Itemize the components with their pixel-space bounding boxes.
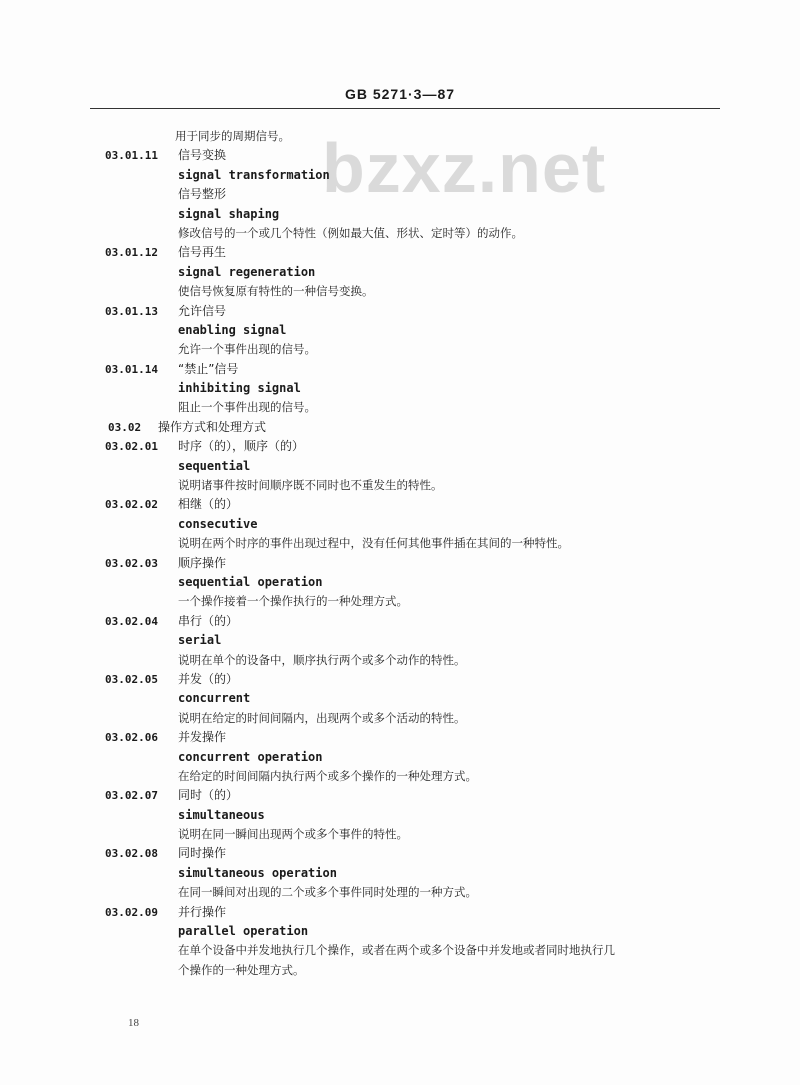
- entry-line: [0, 166, 800, 185]
- entry-line: [0, 554, 800, 573]
- entry-line: [0, 961, 800, 980]
- term-entry: [0, 728, 800, 786]
- intro-line: [0, 127, 800, 146]
- definition-text: 说明在同一瞬间出现两个或多个事件的特性。: [178, 827, 408, 842]
- entry-line: [0, 592, 800, 611]
- entry-line: [0, 418, 800, 437]
- section-heading: [0, 418, 800, 437]
- term-number: 03.01.11: [105, 149, 158, 163]
- entry-line: [0, 321, 800, 340]
- definition-text: 在单个设备中并发地执行几个操作，或者在两个或多个设备中并发地或者同时地执行几: [178, 943, 615, 958]
- standard-code-header: GB 5271·3—87: [344, 86, 456, 102]
- header-rule: [90, 108, 720, 109]
- term-english: simultaneous: [178, 807, 265, 822]
- term-english: inhibiting signal: [178, 381, 301, 396]
- entry-line: [0, 689, 800, 708]
- entry-line: [0, 786, 800, 805]
- term-entry: [0, 146, 800, 243]
- term-english: signal regeneration: [178, 264, 316, 279]
- term-entry: [0, 495, 800, 553]
- term-english: parallel operation: [178, 924, 309, 939]
- entry-line: [0, 263, 800, 282]
- entry-line: [0, 864, 800, 883]
- definition-text: 修改信号的一个或几个特性（例如最大值、形状、定时等）的动作。: [178, 225, 523, 240]
- term-number: 03.02: [108, 420, 142, 434]
- entry-line: [0, 534, 800, 553]
- term-number: 03.02.05: [105, 672, 158, 686]
- term-chinese: “禁止”信号: [178, 361, 239, 376]
- term-number: 03.02.02: [105, 498, 158, 512]
- entry-line: [0, 282, 800, 301]
- term-entry: [0, 243, 800, 301]
- definition-text: 在给定的时间间隔内执行两个或多个操作的一种处理方式。: [178, 768, 477, 783]
- entry-line: [0, 748, 800, 767]
- term-number: 03.01.12: [105, 246, 158, 260]
- term-entry: [0, 903, 800, 981]
- term-chinese: 并发（的）: [178, 671, 239, 686]
- page-number: 18: [128, 1017, 139, 1029]
- definition-text: 在同一瞬间对出现的二个或多个事件同时处理的一种方式。: [178, 885, 477, 900]
- entry-line: [0, 437, 800, 456]
- entry-line: [0, 205, 800, 224]
- definition-text: 使信号恢复原有特性的一种信号变换。: [178, 284, 374, 299]
- term-chinese: 信号变换: [178, 148, 227, 163]
- entry-line: [0, 728, 800, 747]
- term-entry: [0, 670, 800, 728]
- entry-line: [0, 883, 800, 902]
- term-chinese: 并发操作: [178, 730, 227, 745]
- entry-line: [0, 709, 800, 728]
- term-english: consecutive: [178, 516, 258, 531]
- definition-text: 个操作的一种处理方式。: [178, 962, 305, 977]
- entry-line: [0, 651, 800, 670]
- definition-text: 说明在两个时序的事件出现过程中，没有任何其他事件插在其间的一种特性。: [178, 536, 569, 551]
- definition-text: 允许一个事件出现的信号。: [178, 342, 316, 357]
- term-english: signal shaping: [178, 206, 280, 221]
- term-english: signal transformation: [178, 167, 330, 182]
- term-number: 03.01.14: [105, 362, 158, 376]
- term-english: concurrent: [178, 691, 251, 706]
- entry-line: [0, 767, 800, 786]
- term-entry: [0, 302, 800, 360]
- entry-line: [0, 398, 800, 417]
- term-chinese: 信号整形: [178, 187, 227, 202]
- term-number: 03.02.04: [105, 614, 158, 628]
- definition-text: 说明诸事件按时间顺序既不同时也不重发生的特性。: [178, 478, 443, 493]
- term-english: serial: [178, 633, 222, 648]
- entry-line: [0, 825, 800, 844]
- entry-line: [0, 670, 800, 689]
- entry-line: [0, 457, 800, 476]
- term-english: concurrent operation: [178, 749, 323, 764]
- entry-line: [0, 360, 800, 379]
- term-number: 03.02.03: [105, 556, 158, 570]
- term-entry: [0, 786, 800, 844]
- entry-line: [0, 302, 800, 321]
- definition-text: 说明在单个的设备中，顺序执行两个或多个动作的特性。: [178, 652, 466, 667]
- term-chinese: 串行（的）: [178, 613, 239, 628]
- definition-text: 用于同步的周期信号。: [175, 129, 290, 143]
- term-english: enabling signal: [178, 322, 287, 337]
- entry-line: [0, 844, 800, 863]
- entry-line: [0, 476, 800, 495]
- term-chinese: 时序（的），顺序（的）: [178, 439, 305, 454]
- entry-line: [0, 941, 800, 960]
- term-entry: [0, 844, 800, 902]
- term-number: 03.02.01: [105, 440, 158, 454]
- term-entry: [0, 360, 800, 418]
- entry-line: [0, 612, 800, 631]
- entry-line: [0, 573, 800, 592]
- term-chinese: 相继（的）: [178, 497, 239, 512]
- entry-line: [0, 903, 800, 922]
- term-english: sequential: [178, 458, 251, 473]
- term-entry: [0, 437, 800, 495]
- definition-text: 一个操作接着一个操作执行的一种处理方式。: [178, 594, 408, 609]
- term-chinese: 同时（的）: [178, 788, 239, 803]
- term-number: 03.02.08: [105, 847, 158, 861]
- terms-list: [0, 127, 800, 980]
- entry-line: [0, 631, 800, 650]
- entry-line: [0, 495, 800, 514]
- term-number: 03.01.13: [105, 304, 158, 318]
- definition-text: 说明在给定的时间间隔内，出现两个或多个活动的特性。: [178, 710, 466, 725]
- entry-line: [0, 243, 800, 262]
- term-number: 03.02.09: [105, 905, 158, 919]
- term-chinese: 顺序操作: [178, 555, 227, 570]
- term-english: simultaneous operation: [178, 865, 337, 880]
- watermark: bzxz.net: [322, 129, 607, 207]
- term-chinese: 并行操作: [178, 904, 227, 919]
- term-chinese: 允许信号: [178, 303, 227, 318]
- entry-line: [0, 806, 800, 825]
- entry-line: [0, 185, 800, 204]
- section-title: 操作方式和处理方式: [158, 419, 267, 434]
- term-number: 03.02.07: [105, 789, 158, 803]
- term-number: 03.02.06: [105, 731, 158, 745]
- term-entry: [0, 554, 800, 612]
- entry-line: [0, 379, 800, 398]
- entry-line: [0, 340, 800, 359]
- term-chinese: 信号再生: [178, 245, 227, 260]
- entry-line: [0, 146, 800, 165]
- term-chinese: 同时操作: [178, 846, 227, 861]
- definition-text: 阻止一个事件出现的信号。: [178, 400, 316, 415]
- term-entry: [0, 612, 800, 670]
- term-english: sequential operation: [178, 574, 323, 589]
- entry-line: [0, 922, 800, 941]
- entry-line: [0, 515, 800, 534]
- entry-line: [0, 224, 800, 243]
